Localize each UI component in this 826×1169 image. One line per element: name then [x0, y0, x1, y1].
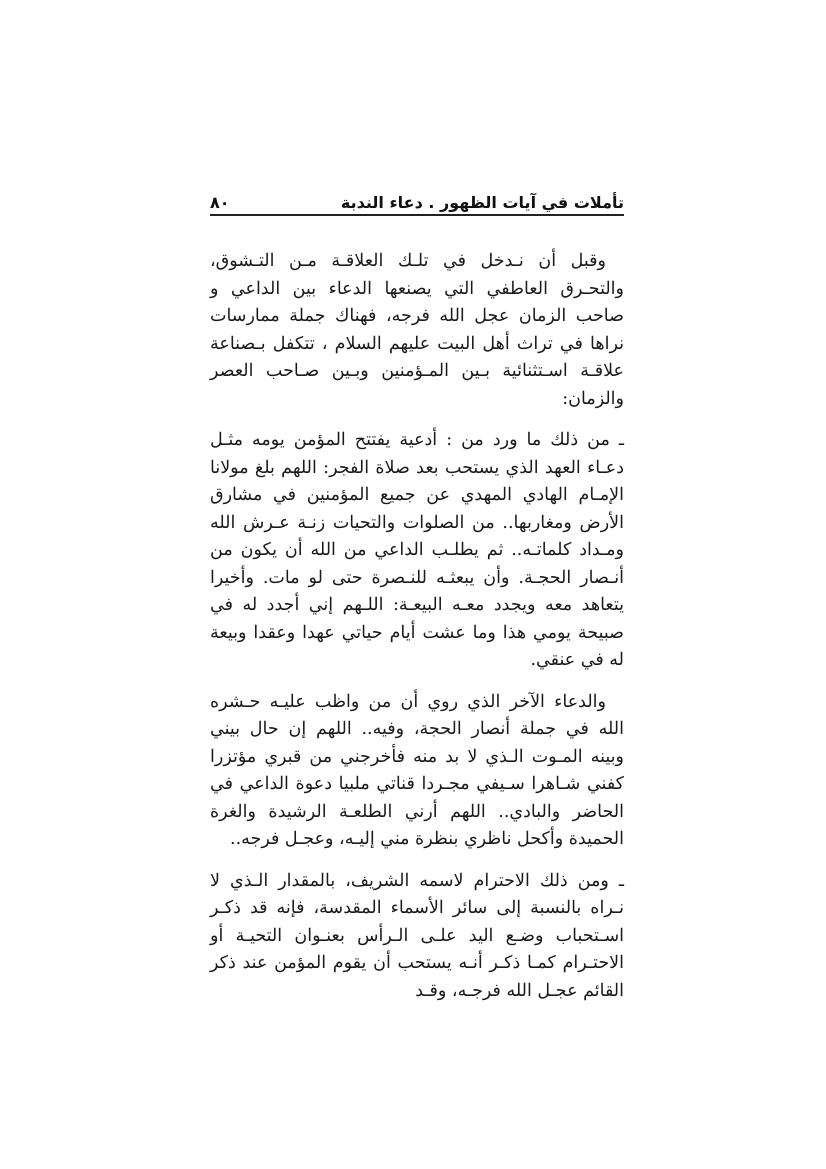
paragraph-3: والدعاء الآخر الذي روي أن من واظب عليـه حـشره الله في جملة أنصار الحجة، وفيه.. اللهم إن حال بيني وبينه المـوت الـذي لا بد منه فأخرجني من قبري مؤتزرا كفني شـاهرا سـيفي مجـردا قناتي ملبيا دعوة الداعي في الحاضر والبادي.. اللهم أرني الطلعـة الرشيدة والغرة الحميدة وأكحل ناظري بنظرة مني إليـه، وعجـل فرجه..	[210, 691, 624, 849]
paragraph-2: ـ من ذلك ما ورد من : أدعية يفتتح المؤمن يومه مثـل دعـاء العهد الذي يستحب بعد صلاة الفجر: اللهم بلغ مولانا الإمـام الهادي المهدي عن جميع المؤمنين في مشارق الأرض ومغاربها.. من الصلوات والتحيات زنـة عـرش الله ومـداد كلماتـه.. ثم يطلـب الداعي من الله أن يكون من أنـصار الحجـة. وأن يبعثـه للنـصرة حتى لو مات. وأخيرا يتعاهد معه ويجدد معـه البيعـة: اللـهم إني أجدد له في صبيحة يومي هذا وما عشت أيام حياتي عهدا وعقدا وبيعة له في عنقي.	[210, 430, 624, 670]
header-title: تأملات في آيات الظهور . دعاء الندبة	[340, 193, 624, 212]
body-text	[210, 248, 624, 1019]
paragraph-1: وقبل أن نـدخل في تلـك العلاقـة مـن التـشوق، والتحـرق العاطفي التي يصنعها الدعاء بين الداعي و صاحب الزمان عجل الله فرجه، فهناك جملة ممارسات نراها في تراث أهل البيت عليهم السلام ، تتكفل بـصناعة علاقـة اسـتثنائية بـين المـؤمنين وبـين صـاحب العصر والزمان:	[210, 251, 624, 409]
paragraph-4: ـ ومن ذلك الاحترام لاسمه الشريف، بالمقدار الـذي لا نـراه بالنسبة إلى سائر الأسماء المقدسة، فإنه قد ذكـر اسـتحباب وضـع اليد علـى الـرأس بعنـوان التحيـة أو الاحتـرام كمـا ذكـر أنـه يستحب أن يقوم المؤمن عند ذكر القائم عجـل الله فرجـه، وقـد	[210, 870, 624, 1001]
running-header	[210, 186, 624, 212]
page-number: ٨٠	[210, 193, 230, 212]
header-divider	[210, 214, 624, 216]
